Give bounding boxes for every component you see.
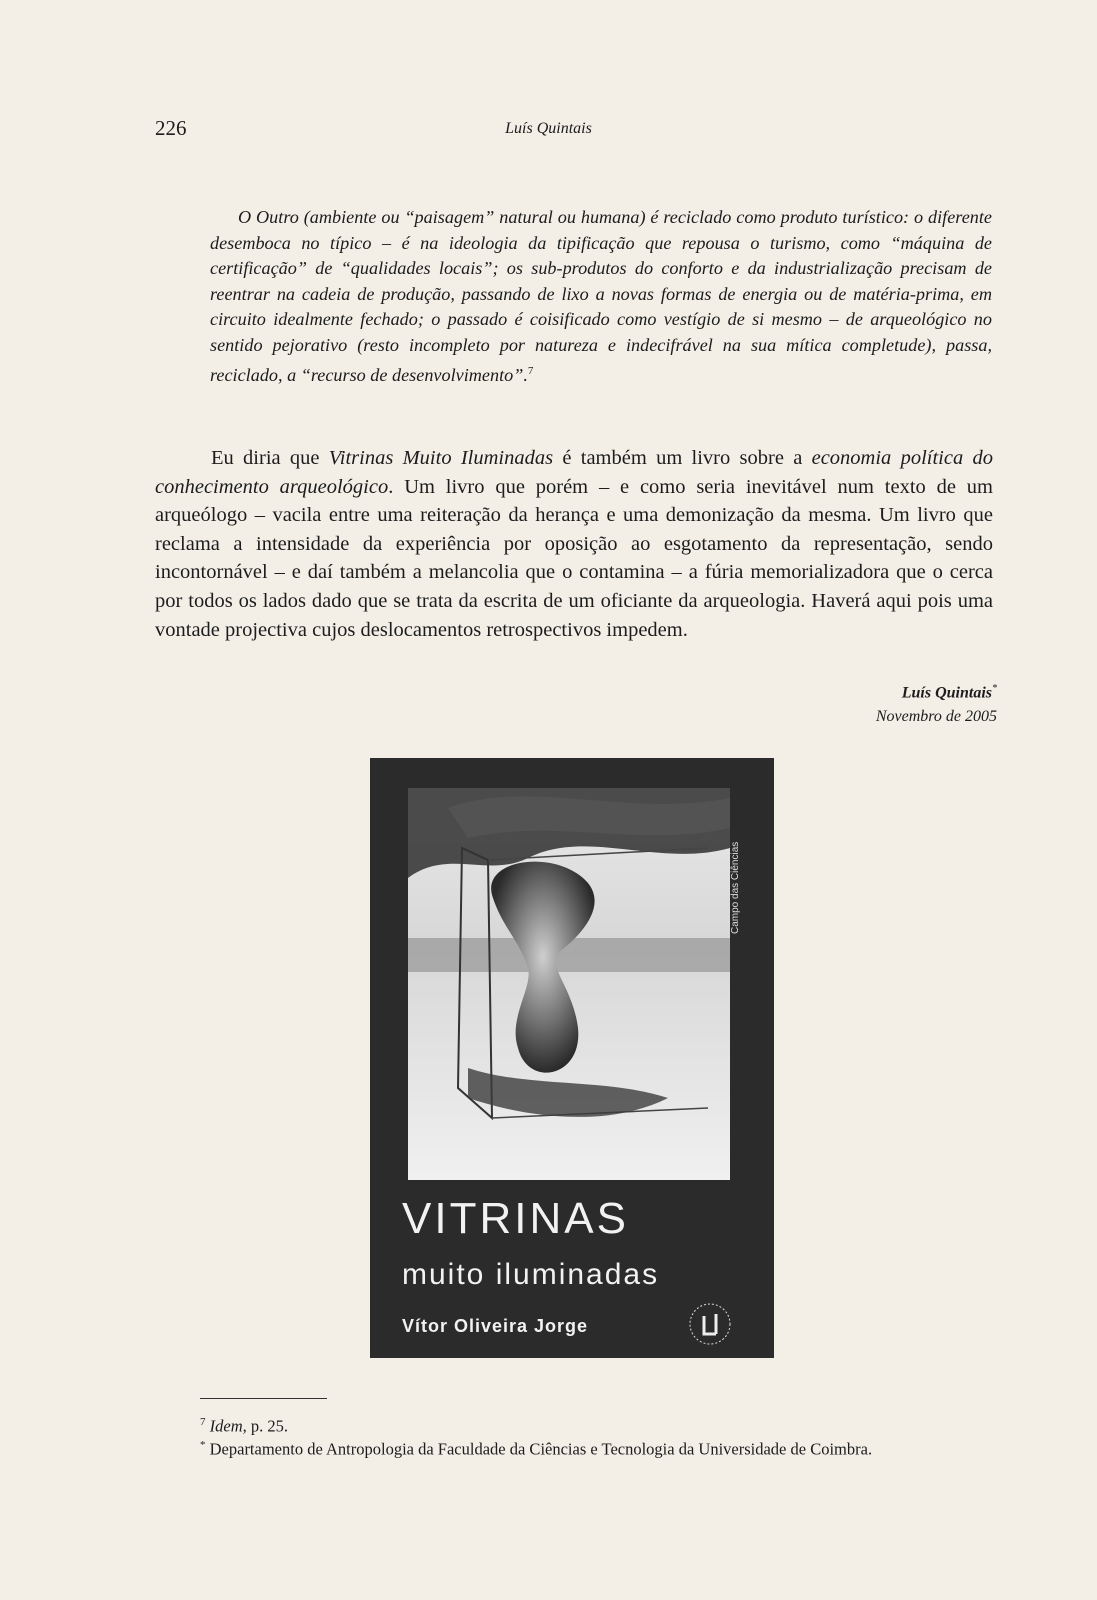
cover-subtitle: muito iluminadas (402, 1258, 660, 1291)
cover-author: Vítor Oliveira Jorge (402, 1316, 589, 1336)
quote-text: O Outro (ambiente ou “paisagem” natural ou humana) é reciclado como produto turístico: o diferente desemboca no típico – é na ideologia da tipificação que repousa o turismo, como “máquina de certificação” de “qualidades locais”; os sub-produtos do conforto e da industrialização precisam de reentrar na cadeia de produção, passando de lixo a novas formas de energia ou de matéria-prima, em circuito idealmente fechado; o passado é coisificado como vestígio de si mesmo – de arqueológico no sentido pejorativo (resto incompleto por natureza e indecifrável na sua mítica completude), passa, reciclado, a “recurso de desenvolvimento”. (210, 207, 992, 385)
footnote-marker: * (200, 1439, 206, 1451)
footnote-marker: 7 (200, 1416, 206, 1428)
body-paragraph (155, 444, 993, 644)
block-quote (210, 205, 992, 388)
page-number: 226 (155, 116, 187, 140)
footnote-author-affiliation (200, 1434, 1000, 1461)
footnote-divider (200, 1398, 327, 1399)
cover-title: VITRINAS (402, 1194, 629, 1243)
signature-block (876, 677, 997, 729)
cover-series-label: Campo das Ciências (730, 841, 741, 935)
signature-date: Novembro de 2005 (875, 708, 997, 726)
publisher-logo-icon (684, 1298, 736, 1350)
footnote-text: , p. 25. (242, 1416, 288, 1436)
para-part-1: Eu diria que (211, 447, 329, 469)
cover-artwork (408, 788, 730, 1180)
footnote-text: Departamento de Antropologia da Faculdade da Ciências e Tecnologia da Universidade de Coimbra. (209, 1439, 873, 1459)
cover-artwork-drawing (408, 788, 730, 1180)
book-title: Vitrinas Muito Iluminadas (328, 447, 554, 469)
author-footnote-marker: * (992, 683, 997, 694)
signature-author: Luís Quintais (901, 684, 992, 702)
emphasis-phrase: economia política do conhecimento arqueológico (155, 447, 993, 498)
running-title: Luís Quintais (505, 120, 592, 137)
footnote-idem: Idem (209, 1416, 243, 1436)
para-part-3: . Um livro que porém – e como seria inevitável num texto de um arqueólogo – vacila entre uma reiteração da herança e uma demonização da mesma. Um livro que reclama a intensidade da experiência por oposição ao esgotamento da representação, sendo incontornável – e daí também a melancolia que o contamina – a fúria memorializadora que o cerca por todos os lados dado que se trata da escrita de um oficiante da arqueologia. Haverá aqui pois uma vontade projectiva cujos deslocamentos retrospectivos impedem. (155, 475, 993, 641)
footnote-reference: 7 (527, 364, 534, 377)
para-part-2: é também um livro sobre a (553, 447, 812, 469)
book-cover-image (370, 758, 774, 1358)
